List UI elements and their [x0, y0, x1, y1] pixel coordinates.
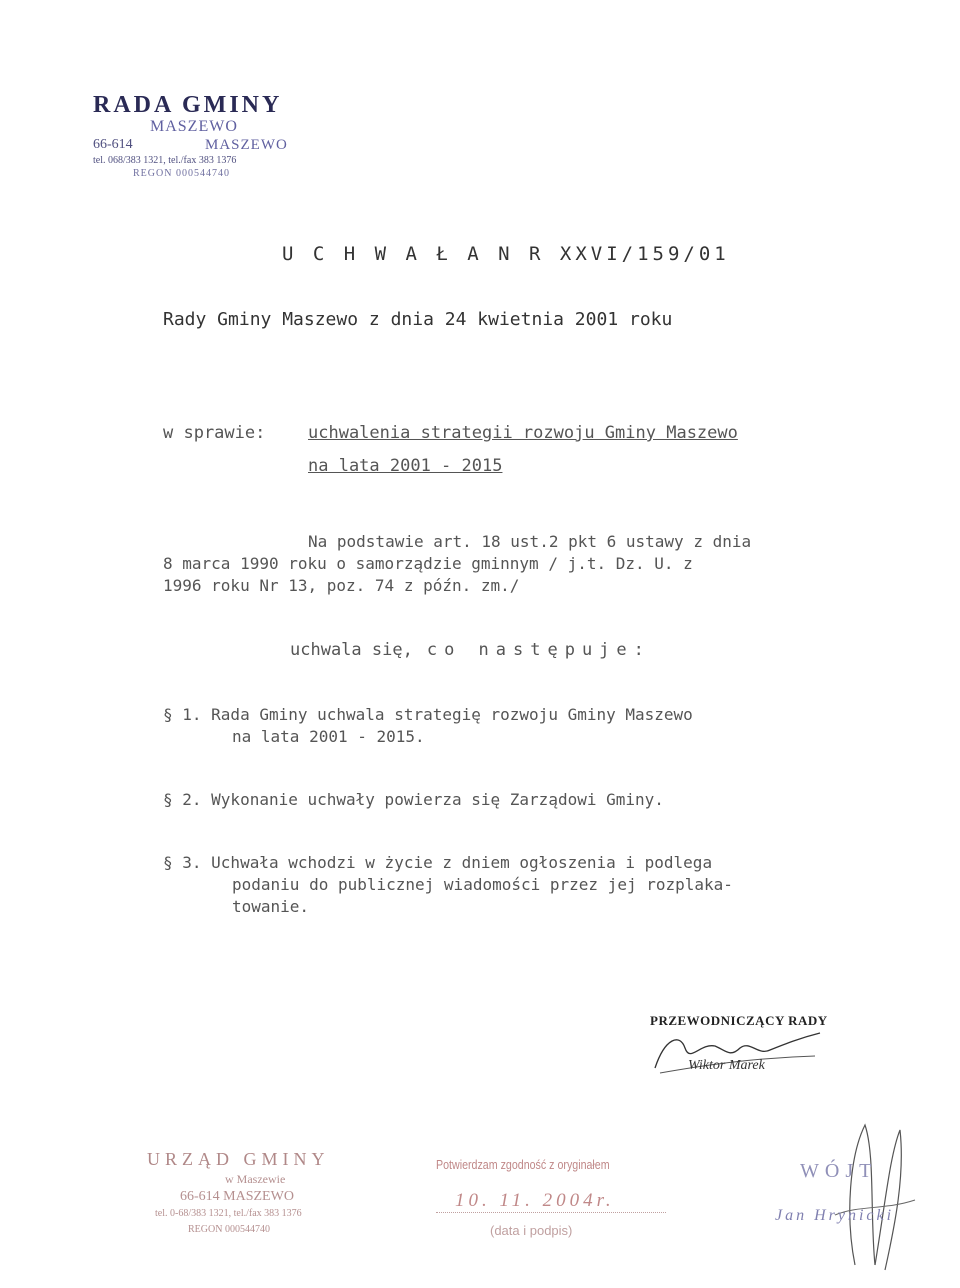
office-stamp-sub: w Maszewie — [225, 1172, 286, 1186]
certification-text: Potwierdzam zgodność z oryginałem — [436, 1157, 610, 1172]
wojt-stamp-title: WÓJT — [800, 1160, 878, 1182]
subject-label: w sprawie: — [163, 423, 266, 443]
certification-date: 10. 11. 2004r. — [455, 1190, 615, 1211]
legal-basis-line-1: Na podstawie art. 18 ust.2 pkt 6 ustawy z dnia — [308, 532, 752, 551]
letterhead-regon: REGON 000544740 — [133, 168, 230, 179]
subject-line-2: na lata 2001 - 2015 — [308, 456, 503, 476]
letterhead-postal-code: 66-614 — [93, 137, 133, 152]
certification-caption: (data i podpis) — [490, 1223, 573, 1238]
office-stamp-regon: REGON 000544740 — [188, 1224, 270, 1235]
section-3-line-1: § 3. Uchwała wchodzi w życie z dniem ogłoszenia i podlega — [163, 853, 713, 872]
letterhead-title: RADA GMINY — [93, 92, 283, 118]
wojt-signature-scribble — [815, 1115, 925, 1275]
wojt-stamp-name: Jan Hrynicki — [775, 1207, 895, 1224]
letterhead-phone: tel. 068/383 1321, tel./fax 383 1376 — [93, 155, 237, 166]
subject-line-1: uchwalenia strategii rozwoju Gminy Maszewo — [308, 423, 738, 443]
office-stamp-title: URZĄD GMINY — [147, 1149, 330, 1169]
chairman-title: PRZEWODNICZĄCY RADY — [650, 1013, 828, 1028]
legal-basis-line-3: 1996 roku Nr 13, poz. 74 z późn. zm./ — [163, 576, 520, 595]
section-2: § 2. Wykonanie uchwały powierza się Zarządowi Gminy. — [163, 790, 664, 809]
section-3-line-2: podaniu do publicznej wiadomości przez jej rozplaka- — [232, 875, 733, 894]
certification-dotted-line — [436, 1212, 666, 1213]
document-title: U C H W A Ł A N R XXVI/159/01 — [282, 243, 730, 265]
legal-basis-line-2: 8 marca 1990 roku o samorządzie gminnym / j.t. Dz. U. z — [163, 554, 693, 573]
letterhead-city: MASZEWO — [150, 118, 238, 135]
resolves-spaced: co następuje: — [426, 640, 651, 660]
resolves-prefix: uchwala się, — [290, 640, 413, 660]
section-1-line-1: § 1. Rada Gminy uchwala strategię rozwoju Gminy Maszewo — [163, 705, 693, 724]
resolves-line — [290, 640, 651, 660]
office-stamp-postal: 66-614 MASZEWO — [180, 1189, 294, 1204]
section-3-line-3: towanie. — [232, 897, 310, 916]
office-stamp-phone: tel. 0-68/383 1321, tel./fax 383 1376 — [155, 1208, 302, 1219]
chairman-name: Wiktor Marek — [688, 1058, 765, 1073]
letterhead-town: MASZEWO — [205, 137, 288, 153]
section-1-line-2: na lata 2001 - 2015. — [232, 727, 425, 746]
document-subtitle: Rady Gminy Maszewo z dnia 24 kwietnia 2001 roku — [163, 309, 673, 330]
